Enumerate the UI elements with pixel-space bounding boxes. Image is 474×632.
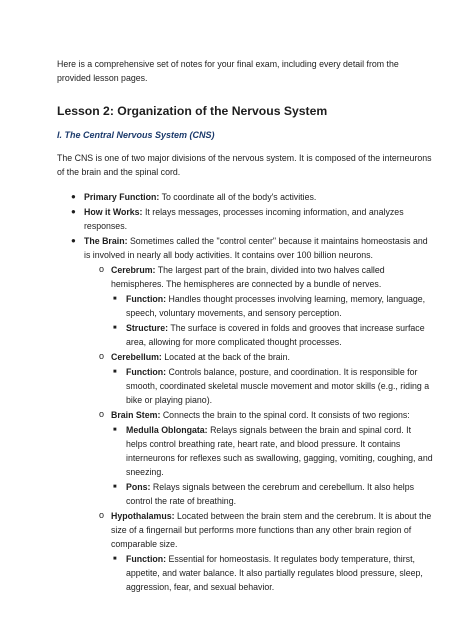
square-marker: ■ [113,296,117,302]
square-marker: ■ [113,484,117,490]
circle-marker: o [99,264,105,274]
intro-text: Here is a comprehensive set of notes for your final exam, including every detail from the provided lesson pages. [57,59,399,83]
item-term: Pons: [126,482,151,492]
square-marker: ■ [113,427,117,433]
list-item-the-brain [57,234,434,594]
item-text: Relays signals between the cerebrum and cerebellum. It also helps control the rate of breathing. [126,482,414,506]
square-marker: ■ [113,556,117,562]
item-text: The surface is covered in folds and grooves that increase surface area, allowing for more complicated thought processes. [126,323,425,347]
item-text: Located at the back of the brain. [161,352,290,362]
item-text: The largest part of the brain, divided into two halves called hemispheres. The hemispheres are connected by a bundle of nerves. [111,265,385,289]
item-term: Primary Function: [84,192,160,202]
cerebrum-details-list [111,292,434,349]
circle-marker: o [99,510,105,520]
bullet-marker: ● [71,192,76,201]
list-item-hypothalamus-function [111,552,434,594]
bullet-marker: ● [71,236,76,245]
list-item-cerebrum-structure [111,321,434,349]
list-item-primary-function [57,190,434,204]
list-item-cerebellum-function [111,365,434,407]
lesson-title: Lesson 2: Organization of the Nervous System [57,104,328,118]
item-text: Controls balance, posture, and coordination. It is responsible for smooth, coordinated skeletal muscle movement and motor skills (e.g., riding a bike or playing piano). [126,367,430,405]
square-marker: ■ [113,369,117,375]
item-text: It relays messages, processes incoming information, and analyzes responses. [84,207,404,231]
list-item-how-it-works [57,205,434,233]
item-text: Located between the brain stem and the cerebrum. It is about the size of a fingernail but performs more functions than any other brain region of comparable size. [111,511,432,549]
list-item-medulla-oblongata [111,423,434,479]
item-text: To coordinate all of the body's activities. [159,192,317,202]
item-term: Structure: [126,323,169,333]
item-text: Relays signals between the brain and spinal cord. It helps control breathing rate, heart rate, and blood pressure. It contains interneurons for reflexes such as swallowing, gagging, vomiting, coughing, and sneezing. [126,425,433,477]
brain-stem-details-list [111,423,434,508]
item-text: Connects the brain to the spinal cord. It consists of two regions: [160,410,410,420]
item-term: Cerebellum: [111,352,162,362]
square-marker: ■ [113,325,117,331]
item-text: Handles thought processes involving learning, memory, language, speech, voluntary movements, and sensory perception. [126,294,426,318]
item-term: Brain Stem: [111,410,161,420]
item-term: Function: [126,554,167,564]
list-item-cerebrum-function [111,292,434,320]
list-item-cerebrum [84,263,434,349]
item-term: Function: [126,294,167,304]
circle-marker: o [99,351,105,361]
item-term: Cerebrum: [111,265,156,275]
cerebellum-details-list [111,365,434,407]
bullet-marker: ● [71,207,76,216]
circle-marker: o [99,409,105,419]
list-item-hypothalamus [84,509,434,594]
item-term: Hypothalamus: [111,511,175,521]
item-text: Sometimes called the "control center" because it maintains homeostasis and is involved in nearly all body activities. It contains over 100 billion neurons. [84,236,428,260]
brain-parts-list [84,263,434,594]
section-intro: The CNS is one of two major divisions of the nervous system. It is composed of the interneurons of the brain and the spinal cord. [57,153,432,177]
section-title: I. The Central Nervous System (CNS) [57,130,215,140]
list-item-pons [111,480,434,508]
item-term: How it Works: [84,207,143,217]
item-term: Medulla Oblongata: [126,425,208,435]
item-term: Function: [126,367,167,377]
notes-list [57,190,434,594]
hypothalamus-details-list [111,552,434,594]
item-term: The Brain: [84,236,128,246]
list-item-cerebellum [84,350,434,407]
item-text: Essential for homeostasis. It regulates body temperature, thirst, appetite, and water balance. It also partially regulates blood pressure, sleep, aggression, fear, and sexual behavior. [126,554,423,592]
list-item-brain-stem [84,408,434,508]
